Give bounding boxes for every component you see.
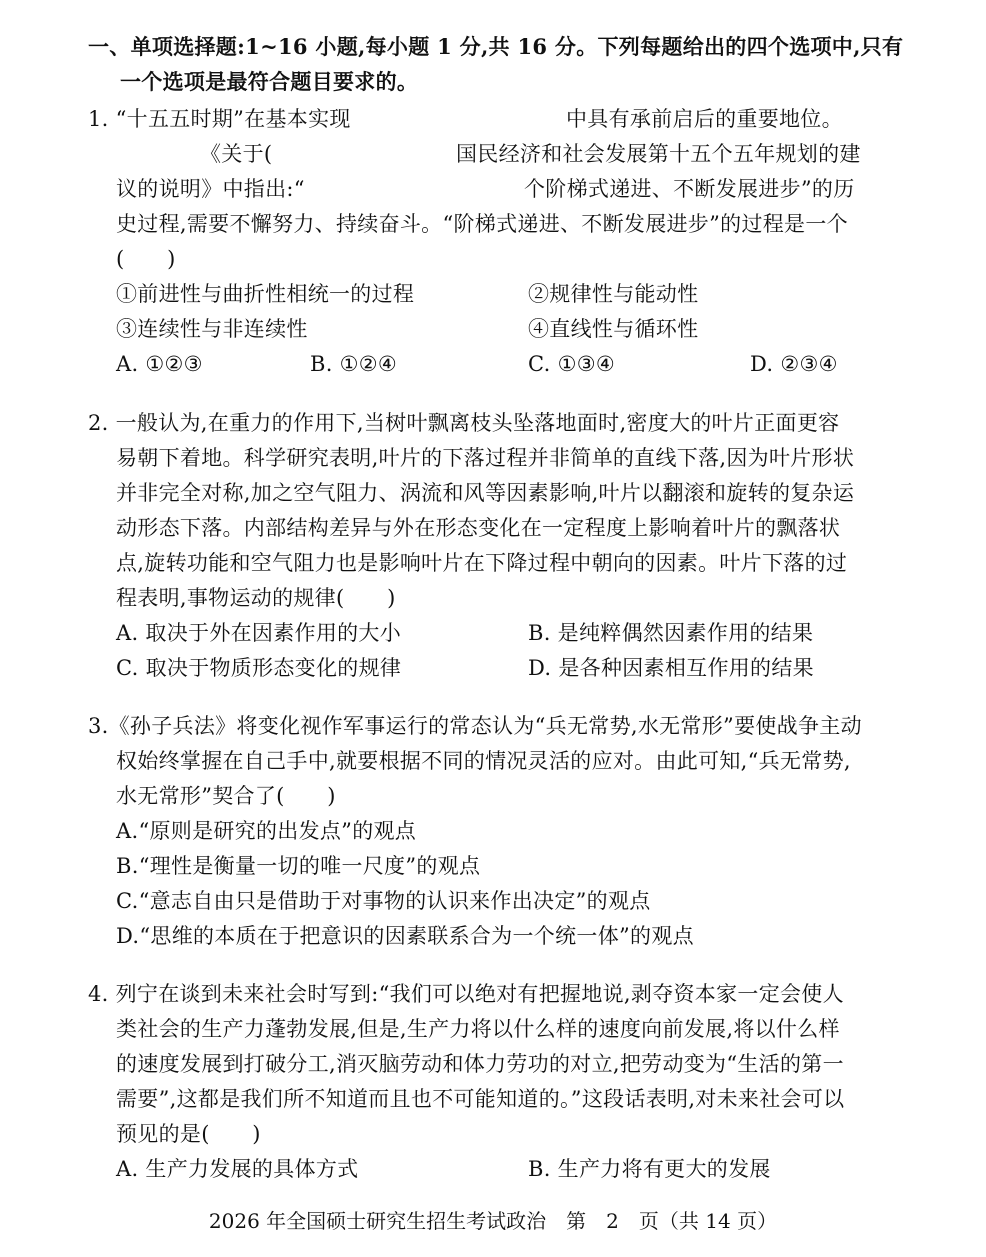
question-stem-line: 的速度发展到打破分工,消灭脑劳动和体力劳功的对立,把劳动变为“生活的第一	[116, 1052, 844, 1076]
option-d[interactable]: D. 是各种因素相互作用的结果	[528, 656, 814, 680]
question-stem-line: 议的说明》中指出:“	[116, 177, 305, 201]
option-b[interactable]: B. 是纯粹偶然因素作用的结果	[528, 621, 814, 645]
question-stem-line: 3.《孙子兵法》将变化视作军事运行的常态认为“兵无常势,水无常形”要使战争主动	[88, 714, 862, 738]
statement-item: ④直线性与循环性	[528, 317, 699, 341]
option-c[interactable]: C. 取决于物质形态变化的规律	[116, 656, 402, 680]
statement-item: ③连续性与非连续性	[116, 317, 308, 341]
question-stem-line: 点,旋转功能和空气阻力也是影响叶片在下降过程中朝向的因素。叶片下落的过	[116, 551, 848, 575]
option-b[interactable]: B.“理性是衡量一切的唯一尺度”的观点	[116, 854, 481, 878]
question-stem-line: 程表明,事物运动的规律( )	[116, 586, 396, 610]
question-stem-line: 4. 列宁在谈到未来社会时写到:“我们可以绝对有把握地说,剥夺资本家一定会使人	[88, 982, 844, 1006]
option-c[interactable]: C. ①③④	[528, 352, 615, 376]
question-stem-line: 中具有承前启后的重要地位。	[566, 107, 843, 131]
question-stem-line: 权始终掌握在自己手中,就要根据不同的情况灵活的应对。由此可知,“兵无常势,	[116, 749, 851, 773]
option-a[interactable]: A.“原则是研究的出发点”的观点	[116, 819, 417, 843]
question-stem-line: 预见的是( )	[116, 1122, 261, 1146]
option-b[interactable]: B. ①②④	[310, 352, 398, 376]
option-a[interactable]: A. 取决于外在因素作用的大小	[116, 621, 402, 645]
question-stem-line: 1. “十五五时期”在基本实现	[88, 107, 351, 131]
question-stem-line: 易朝下着地。科学研究表明,叶片的下落过程并非简单的直线下落,因为叶片形状	[116, 446, 855, 470]
question-stem-line: 动形态下落。内部结构差异与外在形态变化在一定程度上影响着叶片的飘落状	[116, 516, 841, 540]
question-stem-line: 需要”,这都是我们所不知道而且也不可能知道的。”这段话表明,对未来社会可以	[116, 1087, 845, 1111]
question-stem-line: 水无常形”契合了( )	[116, 784, 336, 808]
statement-item: ②规律性与能动性	[528, 282, 699, 306]
section-heading-cont: 一个选项是最符合题目要求的。	[120, 69, 419, 94]
question-stem-line: 个阶梯式递进、不断发展进步”的历	[524, 177, 855, 201]
option-a[interactable]: A. 生产力发展的具体方式	[116, 1157, 359, 1181]
section-heading: 一、单项选择题:1~16 小题,每小题 1 分,共 16 分。下列每题给出的四个选项中,只有	[88, 34, 904, 59]
page-footer: 2026 年全国硕士研究生招生考试政治 第 2 页（共 14 页）	[208, 1209, 778, 1233]
option-d[interactable]: D. ②③④	[750, 352, 838, 376]
answer-blank: ( )	[116, 247, 176, 271]
option-a[interactable]: A. ①②③	[116, 352, 203, 376]
question-stem-line: 史过程,需要不懈努力、持续奋斗。“阶梯式递进、不断发展进步”的过程是一个	[116, 212, 848, 236]
question-stem-line: 并非完全对称,加之空气阻力、涡流和风等因素影响,叶片以翻滚和旋转的复杂运	[116, 481, 855, 505]
option-d[interactable]: D.“思维的本质在于把意识的因素联系合为一个统一体”的观点	[116, 924, 694, 948]
question-stem-line: 国民经济和社会发展第十五个五年规划的建	[456, 142, 861, 166]
statement-item: ①前进性与曲折性相统一的过程	[116, 282, 415, 306]
question-stem-line: 2. 一般认为,在重力的作用下,当树叶飘离枝头坠落地面时,密度大的叶片正面更容	[88, 411, 840, 435]
question-stem-line: 类社会的生产力蓬勃发展,但是,生产力将以什么样的速度向前发展,将以什么样	[116, 1017, 840, 1041]
option-c[interactable]: C.“意志自由只是借助于对事物的认识来作出决定”的观点	[116, 889, 651, 913]
question-stem-line: 《关于(	[200, 142, 273, 166]
option-b[interactable]: B. 生产力将有更大的发展	[528, 1157, 771, 1181]
